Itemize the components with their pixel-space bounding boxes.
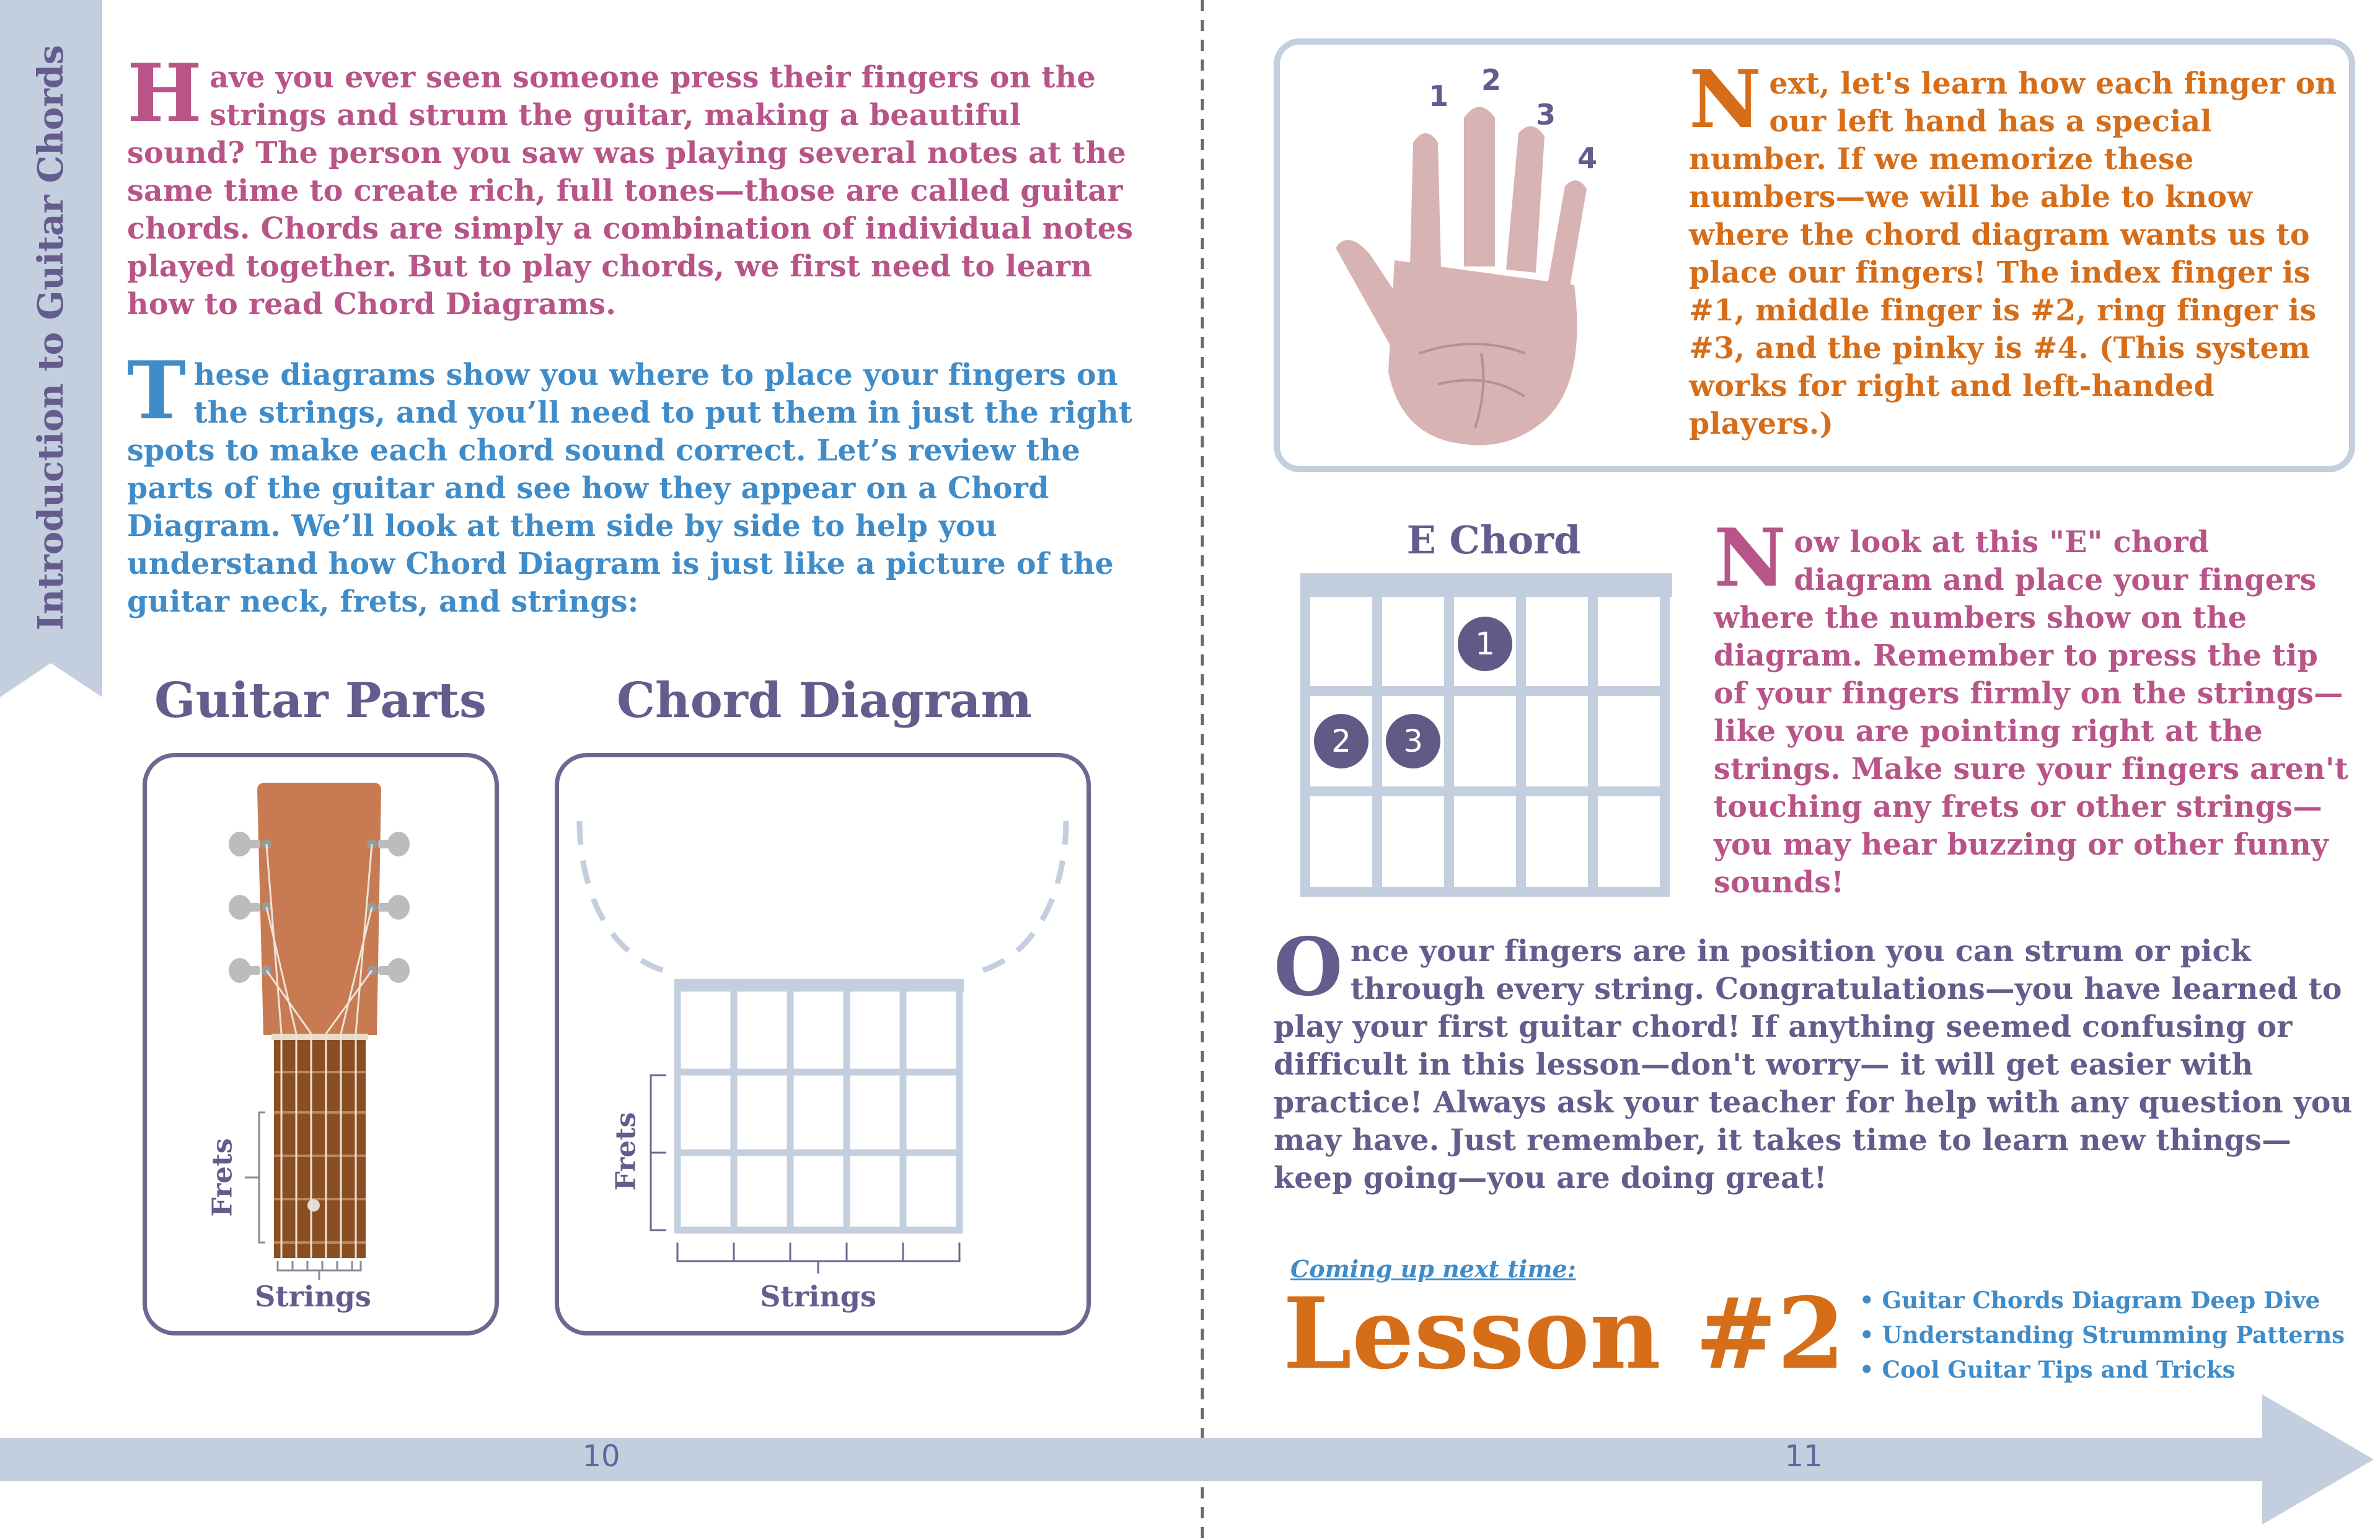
fingers-drop-cap: N (1689, 53, 1762, 146)
page-number-right: 11 (1784, 1439, 1823, 1474)
next-lesson-title: Lesson #2 (1283, 1277, 1846, 1391)
strings-bracket (278, 1261, 361, 1280)
diagram-frets-bracket (651, 1075, 666, 1230)
strum-drop-cap: O (1274, 921, 1343, 1014)
finger-dot-label: 2 (1331, 723, 1351, 759)
strum-text: nce your fingers are in position you can strum or pick through every string. Congratulations—you have learned to play your first guitar chord! If anything seemed confusing or difficult in this lesson—don't worry— it will get easier with practice! Always ask your teacher for help with any question you may have. Just remember, it takes time to learn new things—keep going—you are doing great! (1274, 934, 2353, 1195)
e-chord-paragraph (1714, 512, 2352, 902)
fingerboard (274, 1035, 366, 1258)
chord-diagram-title: Chord Diagram (616, 672, 1033, 729)
fingers-text: ext, let's learn how each finger on our left hand has a special number. If we memorize these numbers—we will be able to know where the chord diagram wants us to place our fingers! The index finger is #1, middle finger is #2, ring finger is #3, and the pinky is #4. (This system works for right and left-handed players.) (1689, 66, 2337, 441)
nut (271, 1034, 368, 1040)
coming-up-label: Coming up next time: (1290, 1255, 1576, 1283)
fret-marker (307, 1199, 320, 1212)
next-lesson-item: • Guitar Chords Diagram Deep Dive (1859, 1283, 2345, 1318)
chord-grid (674, 979, 964, 1233)
diagrams-intro-text: hese diagrams show you where to place your fingers on the strings, and you’ll need to put them in just the right spots to make each chord sound correct. Let’s review the parts of the guitar and see how they appear on a Chord Diagram. We’ll look at them side by side to help you understand how Chord Diagram is just like a picture of the guitar neck, frets, and strings: (127, 358, 1133, 619)
chord-diagram-illustration (555, 753, 1091, 1335)
finger-number-4: 4 (1577, 141, 1598, 175)
diagrams-intro-drop-cap: T (127, 345, 187, 438)
frets-bracket (245, 1112, 265, 1243)
hand (1336, 107, 1587, 446)
e-chord-drop-cap: N (1714, 512, 1787, 605)
intro-drop-cap: H (127, 47, 203, 140)
bottom-arrow-banner (0, 1394, 2380, 1531)
guitar-strings-label: Strings (255, 1280, 371, 1313)
next-lesson-item: • Understanding Strumming Patterns (1859, 1318, 2345, 1352)
hand-illustration (1302, 62, 1636, 459)
e-chord-text: ow look at this "E" chord diagram and place your fingers where the numbers show on the diagram. Remember to press the tip of your fingers firmly on the strings—like you are pointing right at the strings. Make sure your fingers aren't touching any frets or other strings— you may hear buzzing or other funny sounds! (1714, 525, 2348, 900)
guitar-neck-illustration (143, 753, 499, 1335)
e-chord-title: E Chord (1406, 517, 1581, 563)
e-chord-diagram (1300, 573, 1678, 902)
page-number-left: 10 (582, 1439, 620, 1474)
finger-number-3: 3 (1536, 98, 1556, 131)
intro-paragraph (127, 47, 1144, 323)
headstock (257, 783, 381, 1035)
dashed-curve-left (580, 821, 672, 973)
diagrams-intro-paragraph (127, 345, 1144, 621)
strum-paragraph (1274, 921, 2365, 1197)
fingers-paragraph (1689, 53, 2343, 443)
sidebar-title: Introduction to Guitar Chords (30, 45, 71, 631)
guitar-parts-title: Guitar Parts (154, 672, 487, 729)
finger-dot-label: 1 (1475, 626, 1495, 662)
page-divider (1196, 0, 1209, 1540)
diagram-strings-bracket (677, 1243, 959, 1274)
next-lesson-list (1859, 1283, 2345, 1387)
dashed-curve-right (973, 821, 1066, 973)
diagram-frets-label: Frets (610, 1112, 642, 1191)
finger-number-1: 1 (1429, 79, 1449, 113)
finger-number-2: 2 (1481, 63, 1502, 97)
diagram-strings-label: Strings (760, 1280, 876, 1313)
next-lesson-item: • Cool Guitar Tips and Tricks (1859, 1352, 2345, 1387)
finger-dot-label: 3 (1403, 723, 1423, 759)
guitar-frets-label: Frets (206, 1138, 239, 1217)
intro-text: ave you ever seen someone press their fingers on the strings and strum the guitar, making a beautiful sound? The person you saw was playing several notes at the same time to create rich, full tones—those are called guitar chords. Chords are simply a combination of individual notes played together. But to play chords, we first need to learn how to read Chord Diagrams. (127, 60, 1134, 322)
